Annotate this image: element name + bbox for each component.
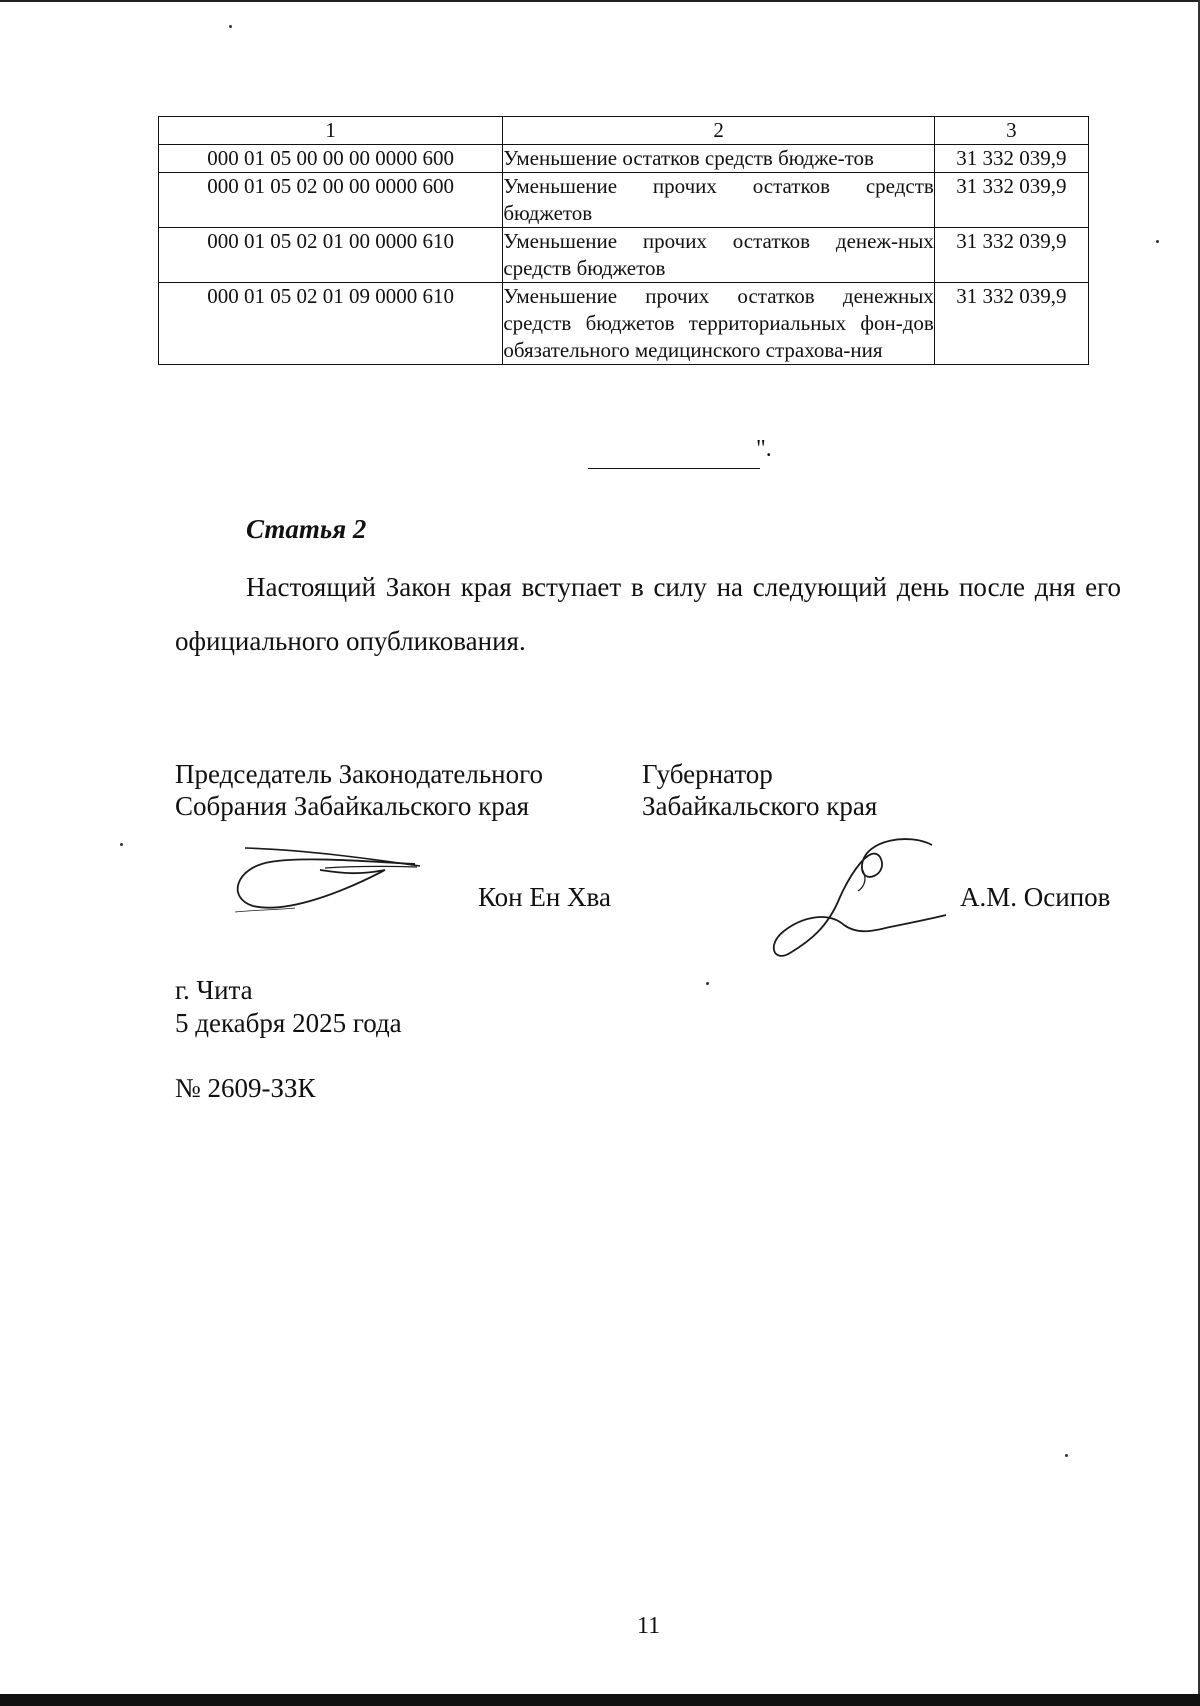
table-row [159, 283, 1089, 365]
chairman-name: Кон Ен Хва [478, 882, 611, 912]
budget-code-cell: 000 01 05 02 01 09 0000 610 [159, 283, 503, 365]
article-heading: Статья 2 [246, 514, 367, 544]
article-body: Настоящий Закон края вступает в силу на следующий день после дня его официального опубликования. [175, 572, 1121, 656]
closing-underline [588, 436, 760, 469]
budget-code-cell: 000 01 05 02 00 00 0000 600 [159, 173, 503, 228]
city: г. Чита [175, 975, 253, 1005]
scan-speck [1156, 240, 1159, 243]
budget-sources-table [158, 116, 1089, 365]
governor-signature [770, 835, 950, 965]
scan-speck [1065, 1454, 1068, 1457]
table-row [159, 228, 1089, 283]
amount-cell: 31 332 039,9 [934, 173, 1088, 228]
description-cell: Уменьшение прочих остатков средств бюджетов [503, 173, 934, 228]
column-header: 3 [934, 117, 1088, 145]
governor-title: Губернатор Забайкальского края [642, 759, 878, 821]
page-frame-bottom [0, 1694, 1200, 1706]
scan-speck [229, 25, 232, 28]
table-row [159, 145, 1089, 173]
budget-code-cell: 000 01 05 00 00 00 0000 600 [159, 145, 503, 173]
amount-cell: 31 332 039,9 [934, 145, 1088, 173]
column-header: 2 [503, 117, 934, 145]
description-cell: Уменьшение прочих остатков денежных средств бюджетов территориальных фон-дов обязательного медицинского страхова-ния [503, 283, 934, 365]
chairman-signature [225, 840, 425, 920]
table-row [159, 173, 1089, 228]
description-cell: Уменьшение прочих остатков денеж-ных средств бюджетов [503, 228, 934, 283]
closing-quote-mark: ". [756, 436, 772, 462]
signing-date: 5 декабря 2025 года [175, 1008, 402, 1038]
amount-cell: 31 332 039,9 [934, 283, 1088, 365]
place-and-date [175, 974, 402, 1040]
table-header-row [159, 117, 1089, 145]
budget-code-cell: 000 01 05 02 01 00 0000 610 [159, 228, 503, 283]
description-cell: Уменьшение остатков средств бюдже-тов [503, 145, 934, 173]
chairman-title: Председатель Законодательного Собрания Забайкальского края [175, 759, 544, 821]
scan-speck [706, 982, 709, 985]
scan-speck [120, 843, 123, 846]
law-number: № 2609-ЗЗК [175, 1073, 316, 1103]
governor-name: А.М. Осипов [960, 882, 1111, 912]
page-frame-top [0, 0, 1200, 2]
page-number: 11 [637, 1613, 661, 1639]
column-header: 1 [159, 117, 503, 145]
amount-cell: 31 332 039,9 [934, 228, 1088, 283]
